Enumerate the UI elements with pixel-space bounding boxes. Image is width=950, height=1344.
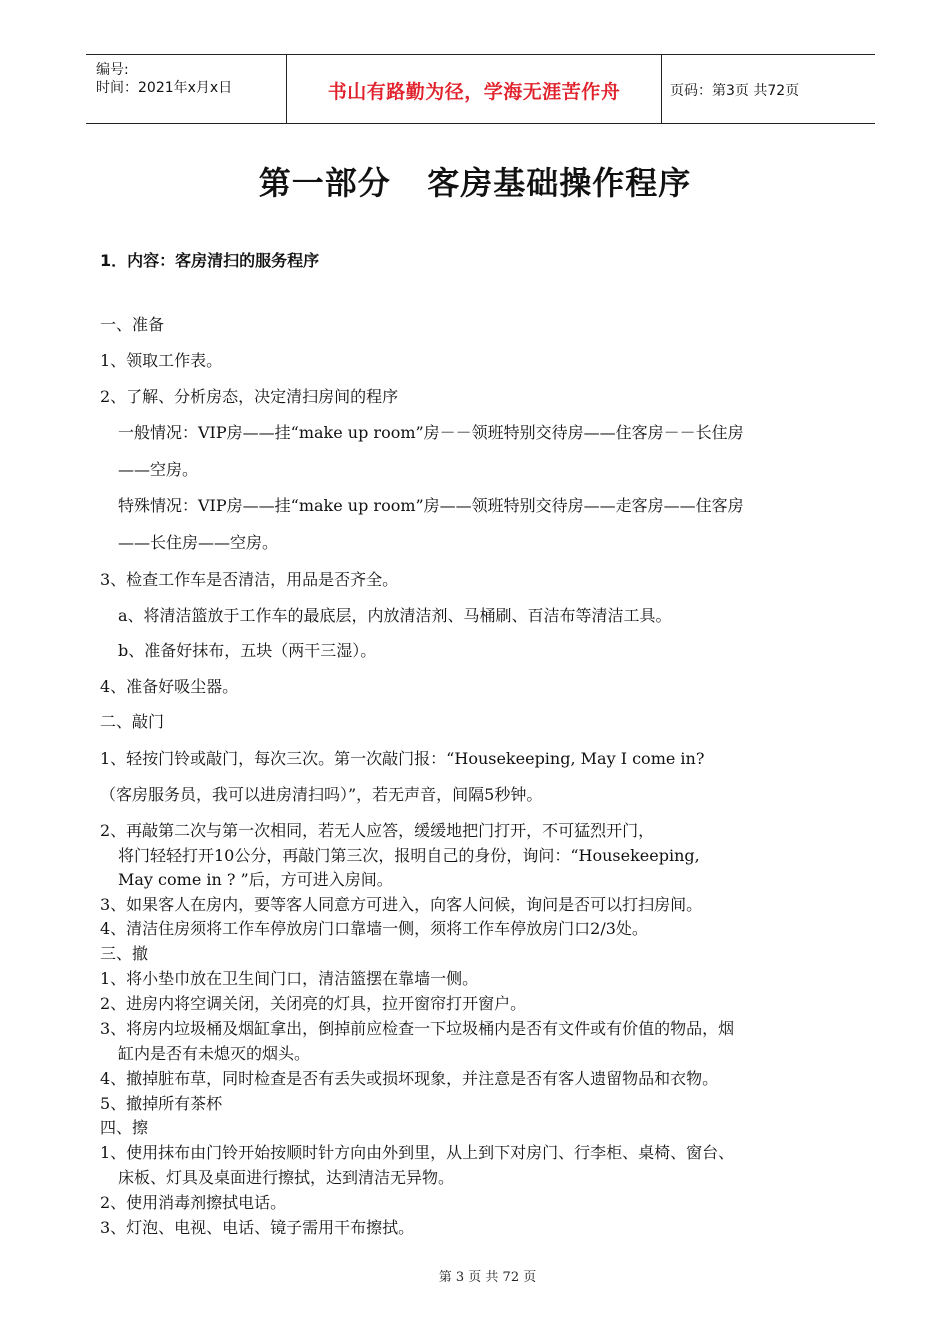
list-item: 特殊情况：VIP房——挂“make up room”房——领班特别交待房——走客房——住客房 (118, 496, 744, 515)
list-item: 1、领取工作表。 (100, 351, 223, 370)
document-number-label: 编号: (96, 62, 129, 78)
list-item: 一般情况：VIP房——挂“make up room”房－－领班特别交待房——住客房－－长住房 (118, 423, 744, 442)
list-item: 3、灯泡、电视、电话、镜子需用干布擦拭。 (100, 1218, 415, 1237)
list-item: May come in ? ”后，方可进入房间。 (118, 870, 393, 889)
list-item: 5、撤掉所有茶杯 (100, 1094, 223, 1113)
list-item: 3、检查工作车是否清洁，用品是否齐全。 (100, 570, 399, 589)
header-info-cell (86, 55, 286, 123)
list-item: 1、轻按门铃或敲门，每次三次。第一次敲门报：“Housekeeping, May I come in? (100, 749, 705, 768)
list-item: 1、将小垫巾放在卫生间门口，清洁篮摆在靠墙一侧。 (100, 969, 479, 988)
list-item: b、准备好抹布，五块（两干三湿）。 (118, 641, 377, 660)
section-subtitle: 1．内容：客房清扫的服务程序 (100, 251, 320, 270)
page-header (86, 54, 875, 124)
list-item: 缸内是否有未熄灭的烟头。 (118, 1044, 311, 1063)
list-item: 2、使用消毒剂擦拭电话。 (100, 1193, 287, 1212)
list-item: a、将清洁篮放于工作车的最底层，内放清洁剂、马桶刷、百洁布等清洁工具。 (118, 606, 672, 625)
list-item: 床板、灯具及桌面进行擦拭，达到清洁无异物。 (118, 1168, 455, 1187)
page-footer: 第 3 页 共 72 页 (438, 1270, 537, 1285)
list-item: ——空房。 (118, 460, 199, 479)
document-title: 第一部分 客房基础操作程序 (258, 164, 692, 202)
list-item: 3、如果客人在房内，要等客人同意方可进入，向客人问候，询问是否可以打扫房间。 (100, 895, 703, 914)
heading-prepare: 一、准备 (100, 315, 165, 334)
list-item: 3、将房内垃圾桶及烟缸拿出，倒掉前应检查一下垃圾桶内是否有文件或有价值的物品，烟 (100, 1019, 735, 1038)
list-item: ——长住房——空房。 (118, 533, 279, 552)
list-item: （客房服务员，我可以进房清扫吗）”，若无声音，间隔5秒钟。 (100, 785, 543, 804)
list-item: 2、再敲第二次与第一次相同，若无人应答，缓缓地把门打开，不可猛烈开门， (100, 821, 655, 840)
header-page-code: 页码：第3页 共72页 (670, 83, 800, 99)
header-motto-cell (286, 55, 662, 123)
list-item: 4、准备好吸尘器。 (100, 677, 239, 696)
header-motto: 书山有路勤为径，学海无涯苦作舟 (327, 81, 621, 103)
heading-knock: 二、敲门 (100, 712, 165, 731)
list-item: 4、清洁住房须将工作车停放房门口靠墙一侧，须将工作车停放房门口2/3处。 (100, 919, 648, 938)
heading-remove: 三、撤 (100, 944, 149, 963)
list-item: 2、进房内将空调关闭，关闭亮的灯具，拉开窗帘打开窗户。 (100, 994, 527, 1013)
list-item: 4、撤掉脏布草，同时检查是否有丢失或损坏现象，并注意是否有客人遗留物品和衣物。 (100, 1069, 719, 1088)
list-item: 2、了解、分析房态，决定清扫房间的程序 (100, 387, 399, 406)
list-item: 将门轻轻打开10公分，再敲门第三次，报明自己的身份，询问：“Housekeeping, (118, 846, 700, 865)
header-page-cell (660, 55, 875, 123)
heading-wipe: 四、擦 (100, 1118, 149, 1137)
document-time-label: 时间：2021年x月x日 (96, 80, 233, 96)
list-item: 1、使用抹布由门铃开始按顺时针方向由外到里，从上到下对房门、行李柜、桌椅、窗台、 (100, 1143, 735, 1162)
